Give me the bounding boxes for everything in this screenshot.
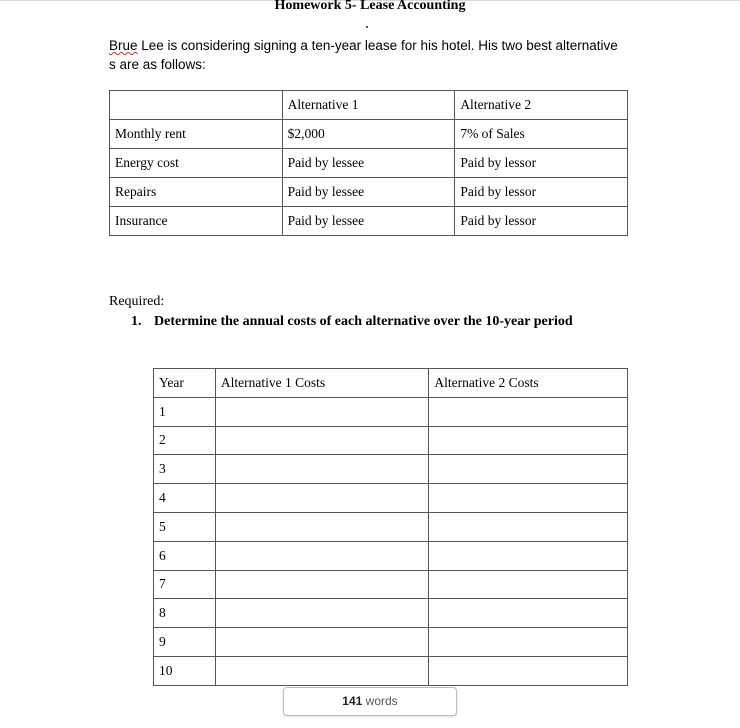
alt2-cost-cell[interactable]: [429, 628, 628, 657]
alt1-cost-cell[interactable]: [215, 455, 429, 484]
alt1-cost-cell[interactable]: [215, 570, 429, 599]
alt1-cost-cell[interactable]: [215, 397, 429, 426]
table-row: [154, 541, 628, 570]
table-cell[interactable]: [110, 91, 283, 120]
alt1-cost-cell[interactable]: [215, 541, 429, 570]
table-cell[interactable]: Repairs: [110, 178, 283, 207]
year-cell[interactable]: 2: [154, 426, 216, 455]
intro-paragraph: [109, 36, 639, 74]
alt2-cost-cell[interactable]: [429, 570, 628, 599]
alt2-cost-cell[interactable]: [429, 397, 628, 426]
word-count-badge[interactable]: [283, 687, 457, 716]
table-cell[interactable]: Monthly rent: [110, 120, 283, 149]
year-cell[interactable]: 6: [154, 541, 216, 570]
intro-text: Lee is considering signing a ten-year lease for his hotel. His two best alternative: [137, 38, 618, 53]
year-cell[interactable]: 1: [154, 397, 216, 426]
year-cell[interactable]: 3: [154, 455, 216, 484]
table-cell[interactable]: Alternative 2: [455, 91, 628, 120]
misspelled-word[interactable]: Brue: [109, 38, 138, 53]
required-item-text: Determine the annual costs of each alternative over the 10-year period: [154, 314, 573, 329]
intro-text-line2: s are as follows:: [109, 57, 206, 72]
table-cell[interactable]: Alternative 2 Costs: [429, 369, 628, 398]
table-header-row: [110, 91, 628, 120]
year-cell[interactable]: 9: [154, 628, 216, 657]
alt2-cost-cell[interactable]: [429, 599, 628, 628]
alt1-cost-cell[interactable]: [215, 656, 429, 685]
table-row: [154, 570, 628, 599]
table-row: [154, 512, 628, 541]
alt1-cost-cell[interactable]: [215, 628, 429, 657]
required-item: [131, 314, 573, 330]
table-cell[interactable]: 7% of Sales: [455, 120, 628, 149]
table-cell[interactable]: Energy cost: [110, 149, 283, 178]
table-cell[interactable]: Paid by lessor: [455, 149, 628, 178]
table-row: [154, 426, 628, 455]
lease-alternatives-table: [109, 90, 628, 236]
document-title: Homework 5- Lease Accounting: [274, 0, 466, 13]
year-cell[interactable]: 7: [154, 570, 216, 599]
table-row: [154, 599, 628, 628]
table-header-row: [154, 369, 628, 398]
table-cell[interactable]: Year: [154, 369, 216, 398]
table-row: [110, 207, 628, 236]
alt2-cost-cell[interactable]: [429, 656, 628, 685]
table-cell[interactable]: Paid by lessor: [455, 178, 628, 207]
table-cell[interactable]: $2,000: [282, 120, 455, 149]
table-row: [154, 656, 628, 685]
year-cell[interactable]: 5: [154, 512, 216, 541]
table-cell[interactable]: Alternative 1 Costs: [215, 369, 429, 398]
table-row: [154, 484, 628, 513]
table-row: [110, 120, 628, 149]
table-cell[interactable]: Paid by lessor: [455, 207, 628, 236]
table-row: [154, 628, 628, 657]
alt1-cost-cell[interactable]: [215, 599, 429, 628]
table-cell[interactable]: Paid by lessee: [282, 178, 455, 207]
table-cell[interactable]: Paid by lessee: [282, 149, 455, 178]
year-cell[interactable]: 8: [154, 599, 216, 628]
required-heading: Required:: [109, 294, 165, 309]
table-cell[interactable]: Insurance: [110, 207, 283, 236]
alt2-cost-cell[interactable]: [429, 512, 628, 541]
alt1-cost-cell[interactable]: [215, 512, 429, 541]
table-row: [110, 149, 628, 178]
year-cell[interactable]: 10: [154, 656, 216, 685]
alt1-cost-cell[interactable]: [215, 426, 429, 455]
list-number: 1.: [131, 314, 142, 329]
table-cell[interactable]: Paid by lessee: [282, 207, 455, 236]
alt2-cost-cell[interactable]: [429, 484, 628, 513]
alt2-cost-cell[interactable]: [429, 426, 628, 455]
alt1-cost-cell[interactable]: [215, 484, 429, 513]
alt2-cost-cell[interactable]: [429, 455, 628, 484]
table-row: [110, 178, 628, 207]
table-row: [154, 455, 628, 484]
year-cell[interactable]: 4: [154, 484, 216, 513]
text-marker-dot: [366, 26, 368, 28]
annual-costs-table: [153, 368, 628, 686]
table-row: [154, 397, 628, 426]
word-count-value: 141: [342, 694, 363, 708]
table-cell[interactable]: Alternative 1: [282, 91, 455, 120]
word-count-label: words: [365, 694, 398, 708]
alt2-cost-cell[interactable]: [429, 541, 628, 570]
